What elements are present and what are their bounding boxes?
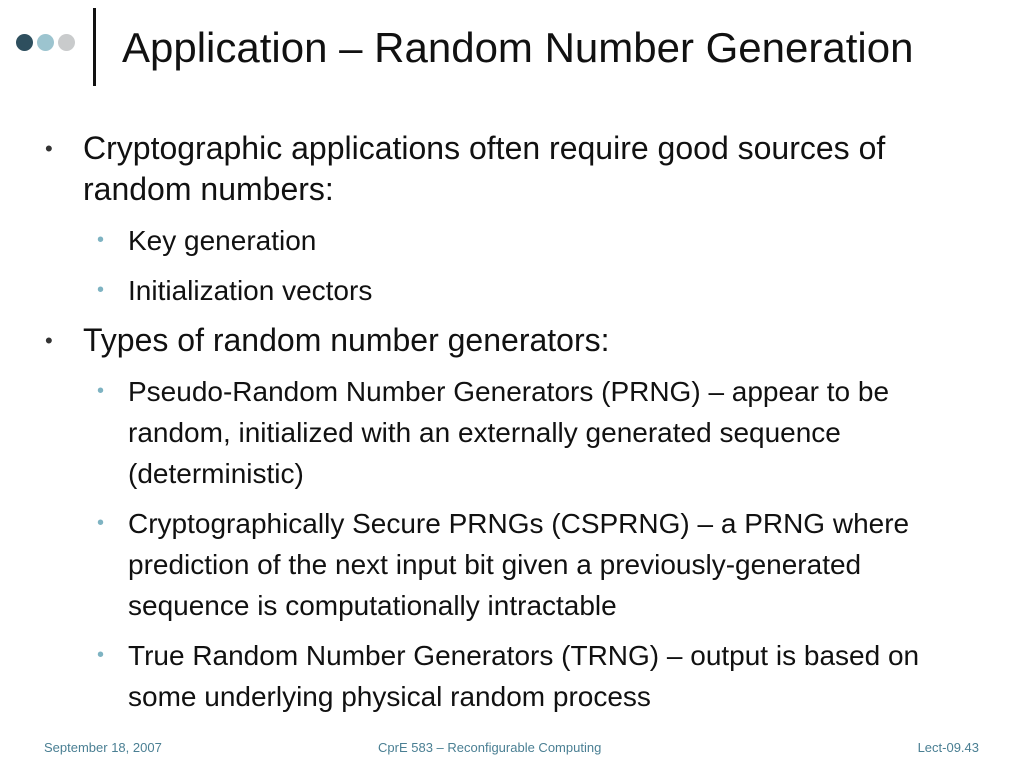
sub-bullet-marker: • <box>97 279 105 301</box>
sub-bullet-text: Initialization vectors <box>128 275 373 306</box>
grey-dot-icon <box>58 34 75 51</box>
decorative-dots <box>16 34 75 51</box>
sub-bullet-marker: • <box>97 229 105 251</box>
footer-slide-number: Lect-09.43 <box>917 740 979 755</box>
sub-bullet-text: Pseudo-Random Number Generators (PRNG) – appear to be random, initialized with an externally generated sequence (deterministic) <box>128 376 890 489</box>
bullet-item <box>40 320 990 361</box>
slide-title: Application – Random Number Generation <box>122 24 914 71</box>
dark-dot-icon <box>16 34 33 51</box>
footer-course: CprE 583 – Reconfigurable Computing <box>378 740 602 755</box>
bullet-item <box>40 128 990 210</box>
slide-body <box>40 128 990 726</box>
sub-bullet-marker: • <box>97 644 105 666</box>
sub-bullet-marker: • <box>97 512 105 534</box>
sub-bullet-item <box>40 270 990 311</box>
sub-bullet-item <box>40 503 990 626</box>
sub-bullet-text: Cryptographically Secure PRNGs (CSPRNG) – a PRNG where prediction of the next input bit given a previously-generated sequence is computationally intractable <box>128 508 910 621</box>
sub-bullet-marker: • <box>97 380 105 402</box>
sub-bullet-text: Key generation <box>128 225 317 256</box>
bullet-marker: • <box>45 136 53 161</box>
bullet-marker: • <box>45 328 53 353</box>
title-divider <box>93 8 96 86</box>
bullet-text: Cryptographic applications often require good sources of random numbers: <box>83 130 886 207</box>
light-blue-dot-icon <box>37 34 54 51</box>
bullet-text: Types of random number generators: <box>83 322 610 358</box>
sub-bullet-item <box>40 635 990 717</box>
sub-bullet-item <box>40 371 990 494</box>
sub-bullet-text: True Random Number Generators (TRNG) – output is based on some underlying physical random process <box>128 640 920 712</box>
sub-bullet-item <box>40 220 990 261</box>
footer-date: September 18, 2007 <box>44 740 162 755</box>
